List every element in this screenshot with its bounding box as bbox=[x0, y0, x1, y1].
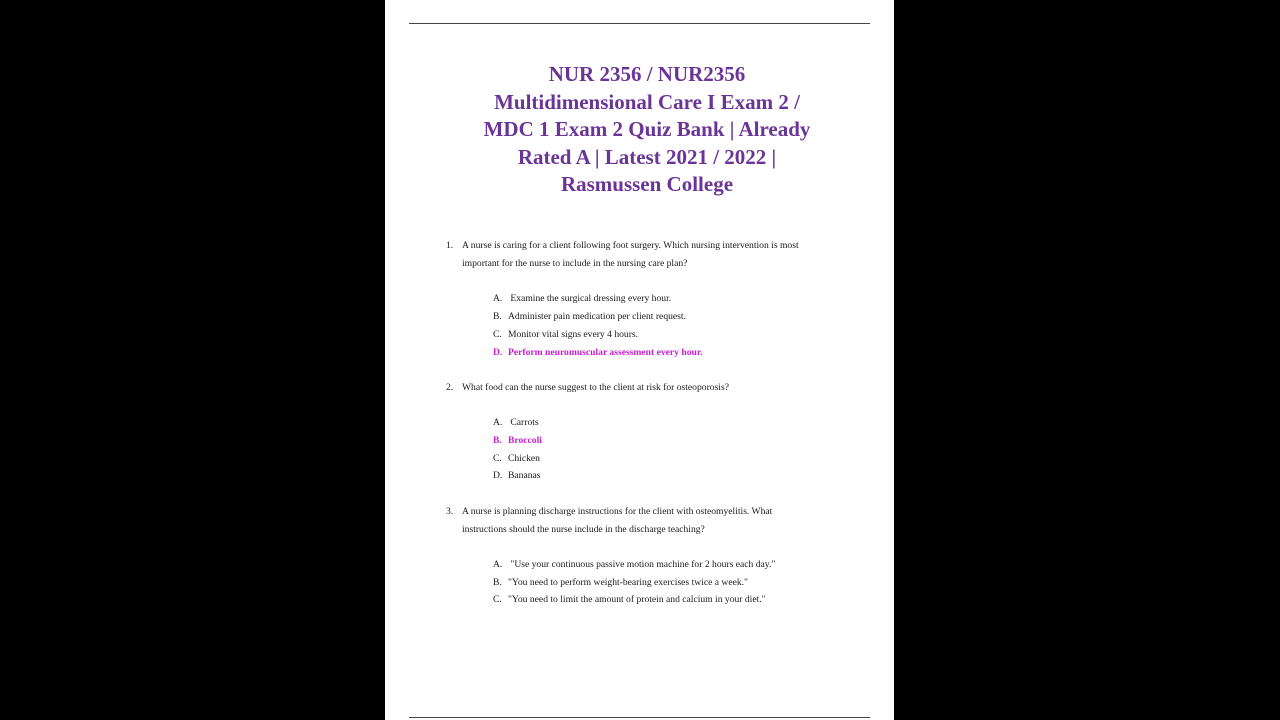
option-text: Chicken bbox=[508, 453, 540, 464]
question-text-line: A nurse is planning discharge instructions for the client with osteomyelitis. What bbox=[462, 506, 773, 517]
question-1-option-c bbox=[493, 326, 638, 344]
title-line: Rated A | Latest 2021 / 2022 | bbox=[517, 144, 777, 169]
question-2-option-b-correct-answer bbox=[493, 432, 542, 450]
question-3-option-a bbox=[493, 556, 775, 574]
title-line: Rasmussen College bbox=[560, 172, 734, 197]
option-text: Administer pain medication per client request. bbox=[508, 311, 686, 322]
question-3-option-b bbox=[493, 574, 748, 592]
option-letter: C. bbox=[493, 453, 502, 464]
option-letter: B. bbox=[493, 311, 502, 322]
header-rule bbox=[409, 23, 870, 24]
option-text: Broccoli bbox=[508, 435, 542, 446]
question-3-option-c bbox=[493, 591, 766, 609]
option-letter: A. bbox=[493, 559, 503, 570]
question-2-option-c bbox=[493, 450, 540, 468]
option-letter: B. bbox=[493, 435, 502, 446]
option-text: Examine the surgical dressing every hour. bbox=[508, 293, 672, 304]
option-text: "You need to limit the amount of protein and calcium in your diet." bbox=[508, 594, 766, 605]
question-3 bbox=[446, 503, 842, 539]
question-text-line: What food can the nurse suggest to the client at risk for osteoporosis? bbox=[462, 382, 729, 393]
document-title bbox=[425, 61, 869, 199]
question-text-line: A nurse is caring for a client following foot surgery. Which nursing intervention is most bbox=[462, 240, 799, 251]
footer-rule bbox=[409, 717, 870, 718]
question-2-option-a bbox=[493, 414, 539, 432]
question-number: 3. bbox=[446, 506, 454, 517]
question-1 bbox=[446, 237, 842, 273]
option-letter: D. bbox=[493, 347, 503, 358]
question-2 bbox=[446, 379, 842, 397]
option-letter: A. bbox=[493, 293, 503, 304]
option-letter: C. bbox=[493, 329, 502, 340]
question-text-line: instructions should the nurse include in the discharge teaching? bbox=[462, 523, 705, 535]
option-text: "Use your continuous passive motion machine for 2 hours each day." bbox=[508, 559, 776, 570]
question-number: 2. bbox=[446, 382, 454, 393]
document-page bbox=[385, 0, 894, 720]
question-number: 1. bbox=[446, 240, 454, 251]
option-text: "You need to perform weight-bearing exercises twice a week." bbox=[508, 577, 748, 588]
option-text: Carrots bbox=[508, 417, 539, 428]
option-letter: B. bbox=[493, 577, 502, 588]
title-line: NUR 2356 / NUR2356 bbox=[548, 62, 746, 86]
question-1-option-d-correct-answer bbox=[493, 344, 703, 362]
question-2-option-d bbox=[493, 467, 541, 485]
option-text: Monitor vital signs every 4 hours. bbox=[508, 329, 639, 340]
option-text: Bananas bbox=[508, 470, 541, 481]
title-line: Multidimensional Care I Exam 2 / bbox=[494, 89, 800, 114]
option-letter: C. bbox=[493, 594, 502, 605]
question-1-option-b bbox=[493, 308, 686, 326]
option-text: Perform neuromuscular assessment every hour. bbox=[508, 347, 703, 358]
question-text-line: important for the nurse to include in the nursing care plan? bbox=[462, 257, 688, 269]
question-1-option-a bbox=[493, 290, 671, 308]
title-line: MDC 1 Exam 2 Quiz Bank | Already bbox=[483, 117, 811, 142]
option-letter: A. bbox=[493, 417, 503, 428]
option-letter: D. bbox=[493, 470, 503, 481]
